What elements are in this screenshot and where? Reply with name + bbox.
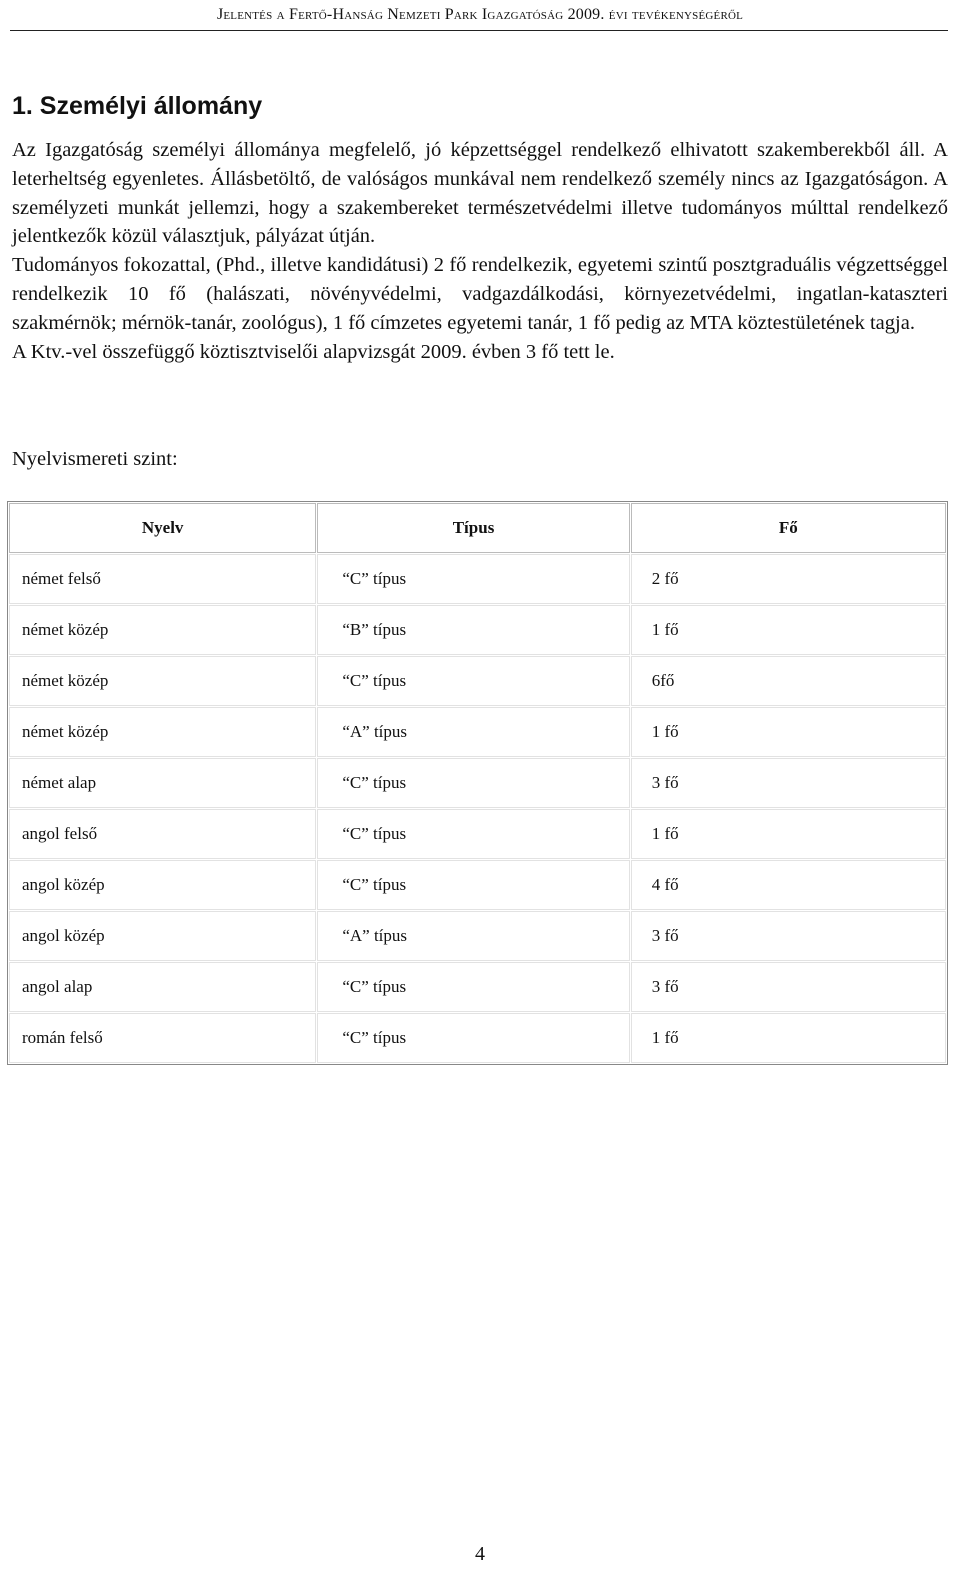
- cell-tipus: “C” típus: [317, 758, 629, 808]
- column-header-fo: Fő: [631, 503, 946, 553]
- table-row: [9, 911, 946, 961]
- paragraph-intro: Az Igazgatóság személyi állománya megfelelő, jó képzettséggel rendelkező elhivatott szakemberekből áll. A leterheltség egyenletes. Állásbetöltő, de valóságos munkával nem rendelkező személy nincs az Igazgatóságon. A személyzeti munkát jellemzi, hogy a szakembereket természetvédelmi illetve tudományos múlttal rendelkező jelentkezők közül választjuk, pályázat útján.: [12, 139, 948, 248]
- cell-fo: 1 fő: [631, 605, 946, 655]
- table-row: [9, 860, 946, 910]
- cell-tipus: “C” típus: [317, 1013, 629, 1063]
- cell-nyelv: román felső: [9, 1013, 316, 1063]
- cell-nyelv: német közép: [9, 605, 316, 655]
- cell-fo: 3 fő: [631, 962, 946, 1012]
- cell-nyelv: angol közép: [9, 860, 316, 910]
- cell-nyelv: angol alap: [9, 962, 316, 1012]
- cell-fo: 1 fő: [631, 809, 946, 859]
- language-section-heading: Nyelvismereti szint:: [12, 448, 178, 470]
- table-row: [9, 656, 946, 706]
- cell-nyelv: német közép: [9, 707, 316, 757]
- cell-fo: 1 fő: [631, 707, 946, 757]
- cell-tipus: “C” típus: [317, 809, 629, 859]
- cell-tipus: “C” típus: [317, 860, 629, 910]
- cell-tipus: “C” típus: [317, 554, 629, 604]
- paragraph-exam: A Ktv.-vel összefüggő köztisztviselői alapvizsgát 2009. évben 3 fő tett le.: [12, 340, 615, 363]
- cell-fo: 3 fő: [631, 758, 946, 808]
- cell-nyelv: német közép: [9, 656, 316, 706]
- section-title: 1. Személyi állomány: [12, 92, 263, 120]
- table-header-row: [9, 503, 946, 553]
- page-number: 4: [475, 1543, 485, 1565]
- cell-tipus: “C” típus: [317, 962, 629, 1012]
- column-header-tipus: Típus: [317, 503, 629, 553]
- table-row: [9, 1013, 946, 1063]
- body-text: [12, 136, 948, 366]
- cell-tipus: “B” típus: [317, 605, 629, 655]
- cell-fo: 4 fő: [631, 860, 946, 910]
- running-header: Jelentés a Fertő-Hanság Nemzeti Park Igazgatóság 2009. évi tevékenységéről: [216, 6, 744, 23]
- paragraph-qualifications: Tudományos fokozattal, (Phd., illetve kandidátusi) 2 fő rendelkezik, egyetemi szintű posztgraduális végzettséggel rendelkezik 10 fő (halászati, növényvédelmi, vadgazdálkodási, környezetvédelmi, ingatlan-kataszteri szakmérnök; mérnök-tanár, zoológus), 1 fő címzetes egyetemi tanár, 1 fő pedig az MTA köztestületének tagja.: [12, 254, 948, 334]
- table-row: [9, 554, 946, 604]
- cell-tipus: “A” típus: [317, 707, 629, 757]
- cell-tipus: “C” típus: [317, 656, 629, 706]
- table-row: [9, 707, 946, 757]
- cell-fo: 1 fő: [631, 1013, 946, 1063]
- header-rule: [10, 30, 948, 31]
- table-row: [9, 605, 946, 655]
- cell-nyelv: német alap: [9, 758, 316, 808]
- table-row: [9, 962, 946, 1012]
- cell-fo: 6fő: [631, 656, 946, 706]
- table-row: [9, 758, 946, 808]
- cell-nyelv: angol közép: [9, 911, 316, 961]
- cell-nyelv: angol felső: [9, 809, 316, 859]
- column-header-nyelv: Nyelv: [9, 503, 316, 553]
- cell-nyelv: német felső: [9, 554, 316, 604]
- cell-fo: 3 fő: [631, 911, 946, 961]
- language-table: [7, 501, 948, 1065]
- table-row: [9, 809, 946, 859]
- cell-fo: 2 fő: [631, 554, 946, 604]
- cell-tipus: “A” típus: [317, 911, 629, 961]
